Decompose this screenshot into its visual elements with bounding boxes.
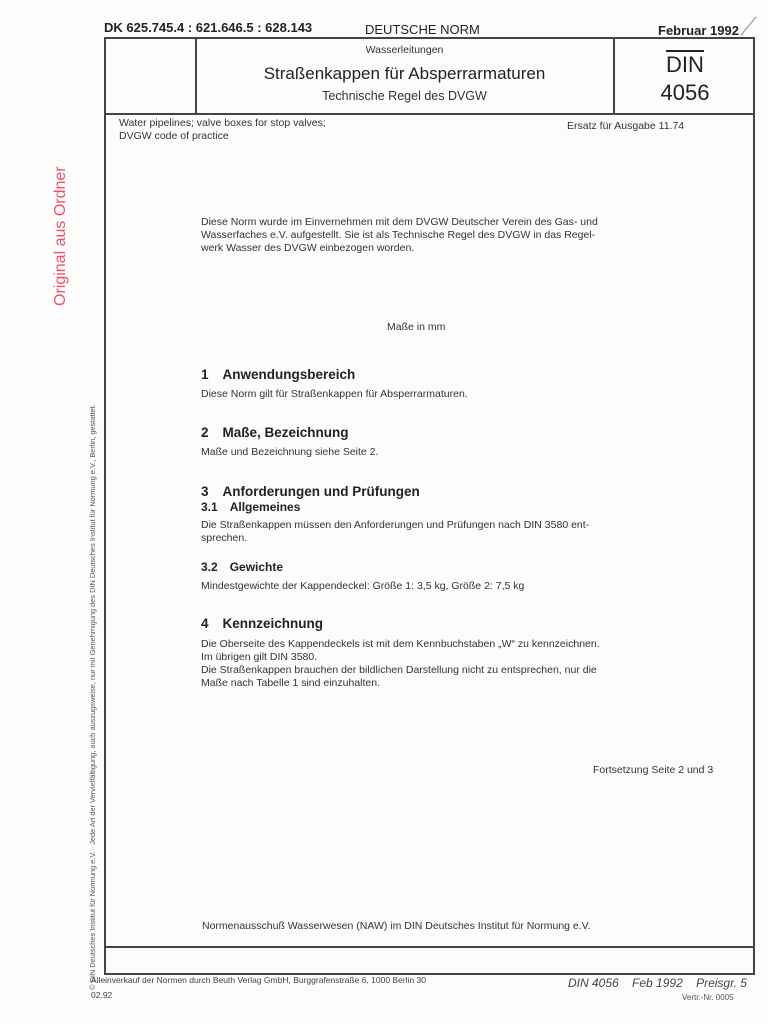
section-text <box>201 519 589 545</box>
issue-date: Februar 1992 <box>658 23 739 38</box>
section-heading: 4 Kennzeichnung <box>201 616 324 631</box>
english-line: Water pipelines; valve boxes for stop valves; <box>119 117 326 129</box>
divider <box>104 113 755 115</box>
section-text <box>201 638 600 690</box>
page-title: Straßenkappen für Absperrarmaturen <box>263 64 546 83</box>
english-title <box>119 117 326 143</box>
section-heading: 3 Anforderungen und Prüfungen <box>201 484 420 499</box>
section-heading: 2 Maße, Bezeichnung <box>201 425 349 440</box>
sales-note: Alleinverkauf der Normen durch Beuth Verlag GmbH, Burggrafenstraße 6, 1000 Berlin 30 <box>91 975 426 985</box>
text-line: sprechen. <box>201 532 248 544</box>
din-logo: $\overline{DIN}$ <box>666 52 704 77</box>
text-line: Maße nach Tabelle 1 sind einzuhalten. <box>201 677 381 689</box>
original-stamp: Original aus Ordner <box>52 166 69 306</box>
section-heading: 1 Anwendungsbereich <box>201 367 356 382</box>
subsection-heading: 3.2 Gewichte <box>201 560 284 574</box>
document-reference: DIN 4056 Feb 1992 Preisgr. 5 <box>568 976 747 990</box>
copyright-notice: © DIN Deutsches Institut für Normung e.V. · Jede Art der Vervielfältigung, auch auszugsweise, nur mit Genehmigung des DIN Deutsches Institut für Normung e.V., Berlin, gestattet. <box>88 404 97 990</box>
subject: Wasserleitungen <box>365 44 444 56</box>
section-text: Maße und Bezeichnung siehe Seite 2. <box>201 446 379 458</box>
intro <box>201 216 598 255</box>
divider <box>104 946 755 948</box>
intro-line: werk Wasser des DVGW einbezogen worden. <box>201 242 415 254</box>
subtitle: Technische Regel des DVGW <box>322 89 487 103</box>
intro-line: Diese Norm wurde im Einvernehmen mit dem DVGW Deutscher Verein des Gas- und <box>201 216 598 228</box>
subsection-heading: 3.1 Allgemeines <box>201 500 301 514</box>
replaces: Ersatz für Ausgabe 11.74 <box>567 120 685 132</box>
committee: Normenausschuß Wasserwesen (NAW) im DIN Deutsches Institut für Normung e.V. <box>202 920 591 932</box>
text-line: Im übrigen gilt DIN 3580. <box>201 651 318 663</box>
issue-code: 02.92 <box>91 990 113 1000</box>
text-line: Die Oberseite des Kappendeckels ist mit dem Kennbuchstaben „W“ zu kennzeichnen. <box>201 638 600 650</box>
norm-type: DEUTSCHE NORM <box>365 22 480 37</box>
section-text: Diese Norm gilt für Straßenkappen für Absperrarmaturen. <box>201 388 468 400</box>
section-text: Mindestgewichte der Kappendeckel: Größe 1: 3,5 kg, Größe 2: 7,5 kg <box>201 580 525 592</box>
intro-line: Wasserfaches e.V. aufgestellt. Sie ist als Technische Regel des DVGW in das Regel- <box>201 229 596 241</box>
text-line: Die Straßenkappen brauchen der bildlichen Darstellung nicht zu entsprechen, nur die <box>201 664 597 676</box>
din-number: 4056 <box>660 80 710 105</box>
pen-mark <box>740 16 756 35</box>
dk-number: DK 625.745.4 : 621.646.5 : 628.143 <box>104 20 313 35</box>
units-note: Maße in mm <box>387 321 446 333</box>
text-line: Die Straßenkappen müssen den Anforderungen und Prüfungen nach DIN 3580 ent- <box>201 519 590 531</box>
vertr-number: Vertr.-Nr. 0005 <box>682 993 734 1002</box>
english-line: DVGW code of practice <box>119 130 229 142</box>
continuation-note: Fortsetzung Seite 2 und 3 <box>593 764 714 776</box>
